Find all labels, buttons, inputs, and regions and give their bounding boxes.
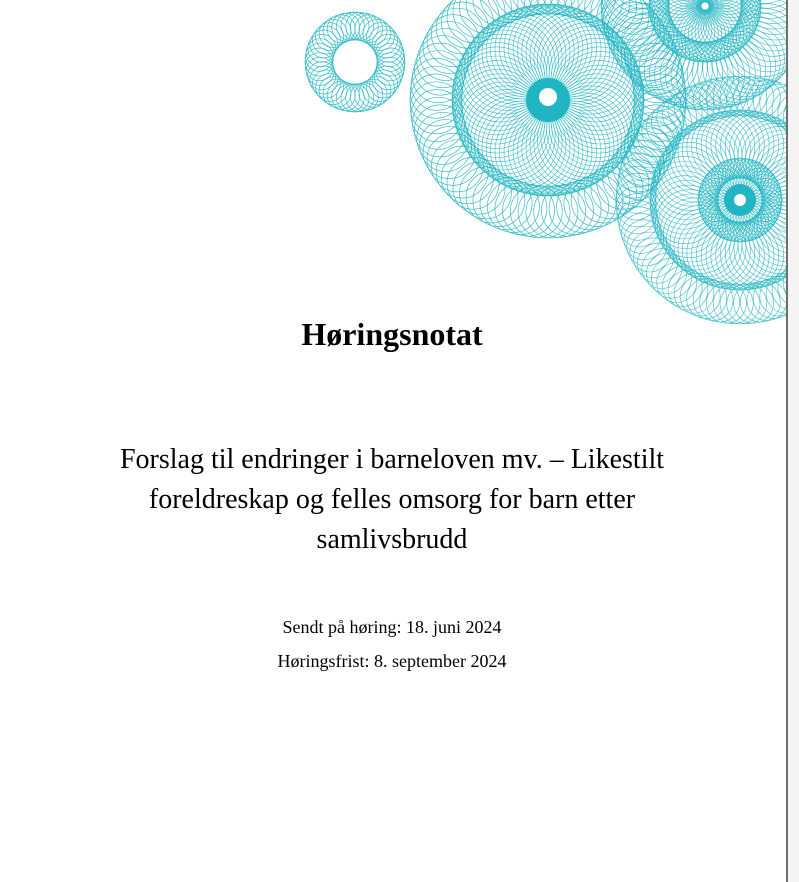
hearing-info bbox=[0, 610, 784, 678]
spirograph-ornament bbox=[0, 0, 788, 340]
subtitle-line: Forslag til endringer i barneloven mv. – Likestilt bbox=[119, 444, 665, 475]
document-subtitle bbox=[70, 440, 714, 560]
subtitle-line: foreldreskap og felles omsorg for barn etter bbox=[148, 484, 636, 515]
deadline-date: Høringsfrist: 8. september 2024 bbox=[277, 651, 507, 671]
viewer-gutter bbox=[788, 0, 799, 882]
page-title: Høringsnotat bbox=[301, 316, 483, 352]
subtitle-line: samlivsbrudd bbox=[316, 524, 468, 555]
sent-date: Sendt på høring: 18. juni 2024 bbox=[282, 617, 502, 637]
